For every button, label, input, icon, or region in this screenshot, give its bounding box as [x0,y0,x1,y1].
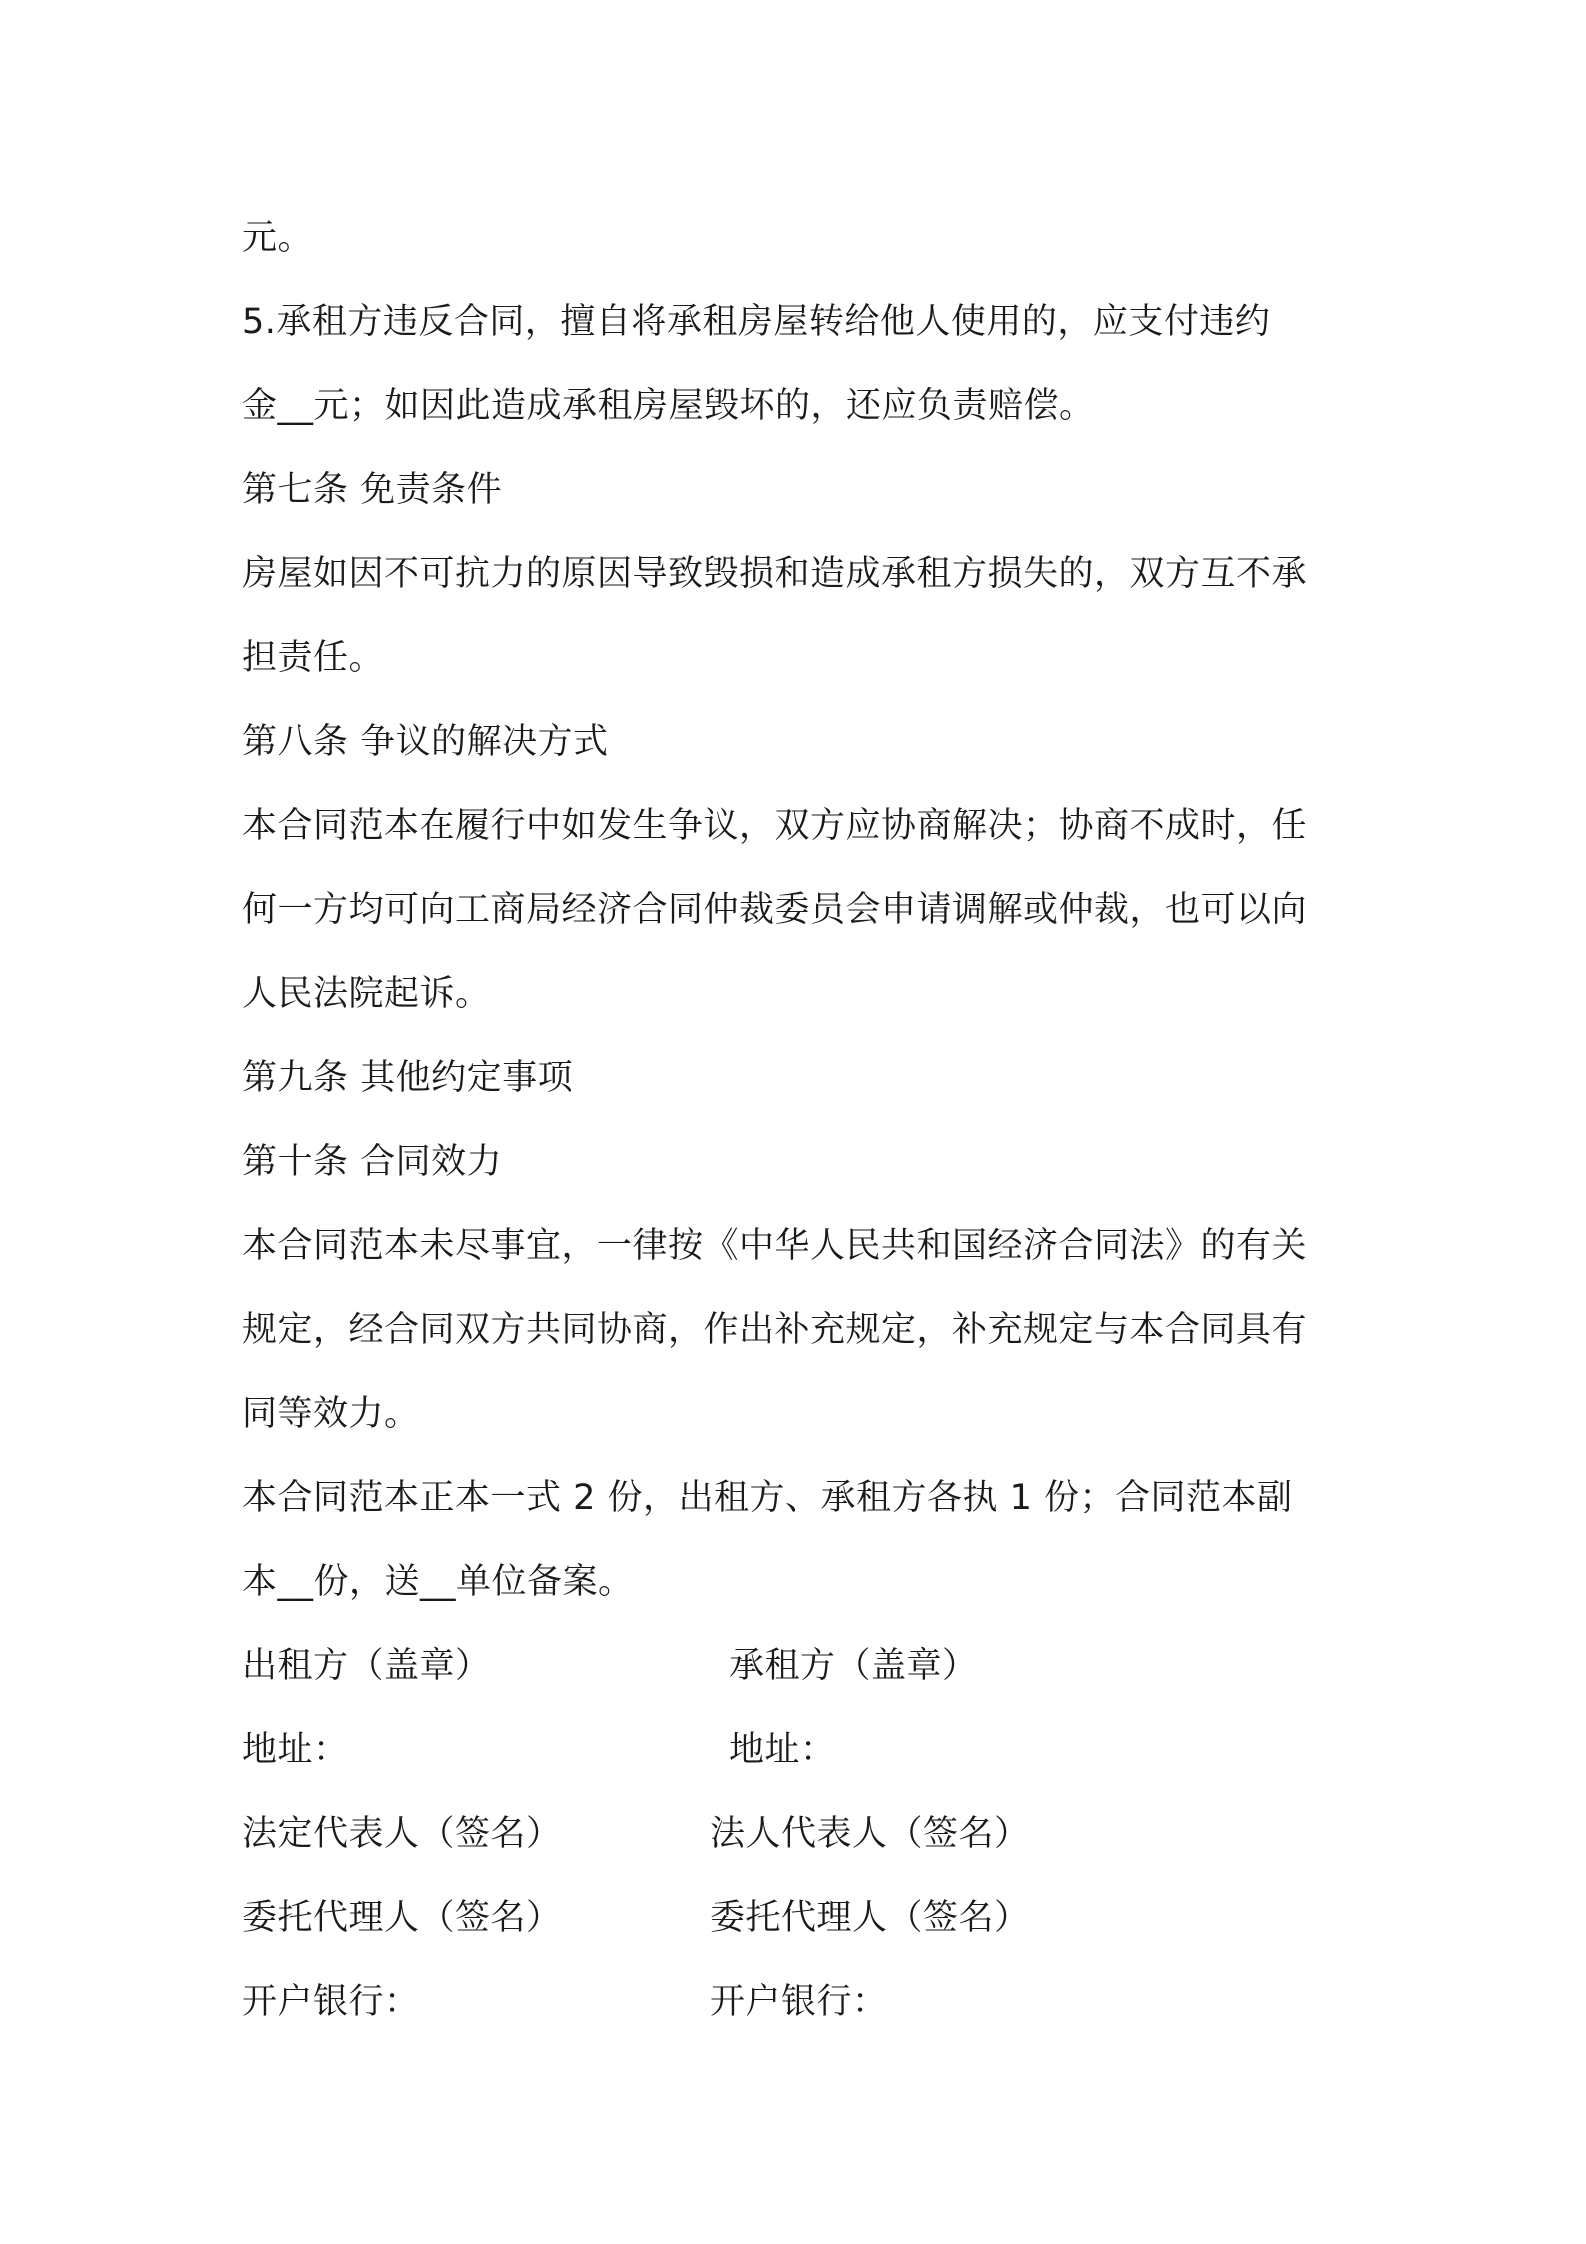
signature-row-address [242,1708,1362,1792]
lessor-agent-label: 委托代理人（签名） [242,1898,562,1938]
lessor-seal-label: 出租方（盖章） [242,1646,491,1686]
text-line: 本合同范本在履行中如发生争议，双方应协商解决；协商不成时，任 [242,806,1308,846]
text-line: 何一方均可向工商局经济合同仲裁委员会申请调解或仲裁，也可以向 [242,890,1308,930]
signature-row-agent [242,1876,1362,1960]
lessee-legal-rep-label: 法人代表人（签名） [710,1814,1030,1854]
lessee-address-label: 地址： [729,1730,836,1770]
lessee-agent-label: 委托代理人（签名） [710,1898,1030,1938]
section-heading: 第十条 合同效力 [242,1142,503,1182]
lessor-bank-label: 开户银行： [242,1982,420,2022]
text-line: 元。 [242,218,314,258]
signature-row-bank [242,1960,1362,2044]
section-heading: 第八条 争议的解决方式 [242,722,609,762]
text-line: 房屋如因不可抗力的原因导致毁损和造成承租方损失的，双方互不承 [242,554,1308,594]
section-heading: 第九条 其他约定事项 [242,1058,574,1098]
text-line: 同等效力。 [242,1394,420,1434]
text-line: 人民法院起诉。 [242,974,491,1014]
lessor-legal-rep-label: 法定代表人（签名） [242,1814,562,1854]
text-line: 本__份，送__单位备案。 [242,1562,634,1602]
signature-row-legal-rep [242,1792,1362,1876]
text-line: 金__元；如因此造成承租房屋毁坏的，还应负责赔偿。 [242,386,1095,426]
lessee-bank-label: 开户银行： [710,1982,888,2022]
text-line: 5.承租方违反合同，擅自将承租房屋转给他人使用的，应支付违约 [242,302,1271,342]
text-line: 担责任。 [242,638,385,678]
text-line: 规定，经合同双方共同协商，作出补充规定，补充规定与本合同具有 [242,1310,1308,1350]
signature-row-seal [242,1624,1362,1708]
document-body [242,196,1362,2044]
text-line: 本合同范本未尽事宜，一律按《中华人民共和国经济合同法》的有关 [242,1226,1308,1266]
section-heading: 第七条 免责条件 [242,470,503,510]
lessee-seal-label: 承租方（盖章） [729,1646,978,1686]
lessor-address-label: 地址： [242,1730,349,1770]
text-line: 本合同范本正本一式 2 份，出租方、承租方各执 1 份；合同范本副 [242,1478,1293,1518]
